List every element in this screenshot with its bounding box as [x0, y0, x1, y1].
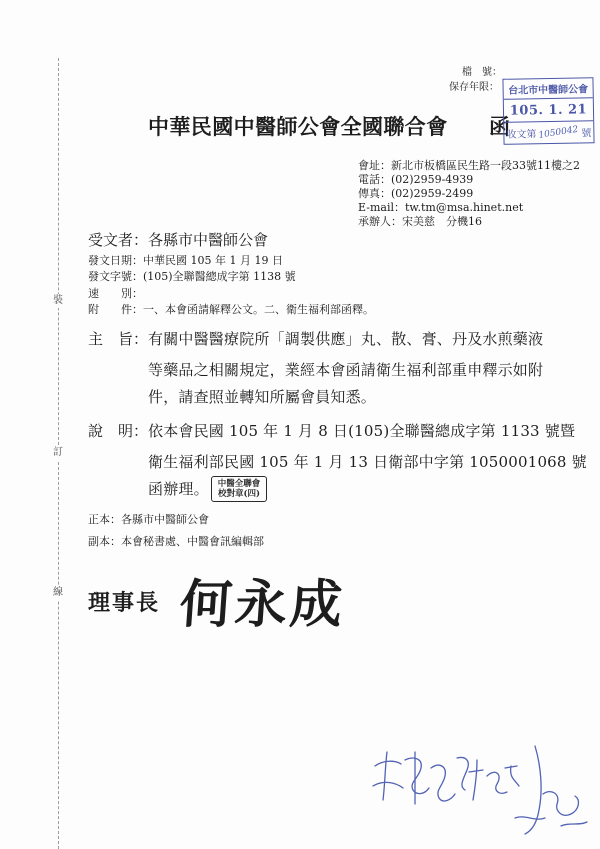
- document-title: 中華民國中醫師公會全國聯合會: [148, 114, 448, 139]
- sender-phone-value: (02)2959-4939: [391, 173, 474, 186]
- meta-issue-number-label: 發文字號：: [88, 270, 143, 284]
- handwriting-stroke: [505, 766, 519, 786]
- distribution-copy-label: 副本：: [88, 535, 121, 548]
- handwriting-stroke: [473, 760, 477, 800]
- signatory-name: 何永成: [177, 574, 348, 635]
- sender-address-value: 新北市板橋區民生路一段33號11樓之2: [391, 159, 580, 172]
- retention-label: 保存年限：: [449, 82, 499, 93]
- sender-contact-value: 宋美慈 分機16: [402, 215, 482, 228]
- subject-line: 件，請查照並轉知所屬會員知悉。: [148, 388, 377, 406]
- handwriting-stroke: [515, 817, 545, 819]
- sender-email-value: tw.tm@msa.hinet.net: [404, 201, 524, 214]
- sender-phone: [358, 173, 580, 187]
- subject-line: 有關中醫醫療院所「調製供應」丸、散、膏、丹及水煎藥液: [148, 330, 544, 348]
- subject-line: 等藥品之相關規定，業經本會函請衛生福利部重申釋示如附: [148, 361, 544, 379]
- handwriting-stroke: [487, 772, 507, 793]
- meta-issue-number: [88, 269, 374, 285]
- handwriting-stroke: [405, 758, 429, 794]
- distribution-original-value: 各縣市中醫師公會: [121, 513, 209, 526]
- recipient: [88, 231, 268, 249]
- explanation-line: 衛生福利部民國 105 年 1 月 13 日衛部中字第 1050001068 號: [148, 453, 587, 471]
- meta-issue-date: [88, 253, 374, 269]
- receipt-number: 1050042: [538, 124, 580, 141]
- handwriting-stroke: [373, 782, 403, 788]
- handwriting-stroke: [375, 761, 401, 766]
- receipt-stamp-number-row: [504, 121, 593, 144]
- binding-mark-zhuang: 裝: [53, 295, 63, 306]
- explanation-line: 函辦理。: [148, 480, 209, 498]
- subject-label: 主 旨：: [88, 330, 149, 348]
- meta-issue-date-value: 中華民國 105 年 1 月 19 日: [143, 254, 283, 267]
- sender-address: [358, 159, 580, 173]
- document-meta: [88, 253, 374, 318]
- handwriting-stroke: [543, 792, 578, 816]
- sender-fax-value: (02)2959-2499: [391, 187, 474, 200]
- distribution-original-label: 正本：: [88, 513, 121, 526]
- meta-attachments-label: 附 件：: [88, 302, 143, 316]
- proofreading-stamp: [211, 476, 267, 502]
- signatory-title: 理事長: [88, 590, 161, 616]
- meta-issue-date-label: 發文日期：: [88, 254, 143, 267]
- binding-mark-xian: 線: [53, 587, 63, 598]
- sender-fax: [358, 187, 580, 201]
- binding-mark-ding: 訂: [53, 447, 63, 458]
- recipient-value: 各縣市中醫師公會: [148, 231, 269, 249]
- meta-attachments: [88, 302, 374, 318]
- recipient-label: 受文者：: [88, 231, 149, 249]
- meta-issue-number-value: (105)全聯醫總成字第 1138 號: [143, 270, 296, 284]
- proofreading-stamp-org: 中醫全聯會: [217, 478, 261, 489]
- meta-speed-label: 速 別：: [88, 286, 143, 300]
- sender-fax-label: 傳真：: [358, 187, 391, 200]
- explanation-label: 說 明：: [88, 422, 149, 440]
- receipt-stamp: [502, 77, 594, 145]
- meta-attachments-value: 一、本會函請解釋公文。二、衛生福利部函釋。: [143, 302, 374, 316]
- receipt-suffix: 號: [581, 128, 592, 140]
- sender-contact-label: 承辦人：: [358, 215, 402, 228]
- meta-speed: [88, 286, 374, 302]
- distribution-copy: [88, 535, 264, 549]
- handwritten-annotation: [365, 738, 590, 838]
- receipt-prefix: 收文第: [506, 129, 537, 141]
- handwriting-stroke: [561, 822, 587, 826]
- handwriting-stroke: [525, 746, 541, 834]
- receipt-stamp-org: 台北市中醫師公會: [503, 78, 592, 100]
- sender-email-label: E-mail：: [358, 201, 405, 214]
- sender-contact: [358, 215, 580, 229]
- sender-phone-label: 電話：: [358, 173, 391, 186]
- handwriting-stroke: [383, 752, 387, 800]
- distribution-copy-value: 本會秘書處、中醫會訊編輯部: [121, 535, 264, 548]
- distribution-original: [88, 513, 209, 527]
- explanation-line: 依本會民國 105 年 1 月 8 日(105)全聯醫總成字第 1133 號暨: [148, 422, 576, 440]
- sender-info: [358, 159, 580, 229]
- proofreading-stamp-label: 校對章(四): [217, 489, 261, 499]
- file-number-label: 檔 號：: [462, 67, 502, 78]
- receipt-stamp-date: 105. 1. 21: [504, 98, 593, 123]
- document-type: 函: [489, 114, 510, 139]
- sender-address-label: 會址：: [358, 159, 391, 172]
- sender-email: [358, 201, 580, 215]
- handwriting-stroke: [457, 758, 468, 791]
- handwriting-stroke: [431, 765, 455, 801]
